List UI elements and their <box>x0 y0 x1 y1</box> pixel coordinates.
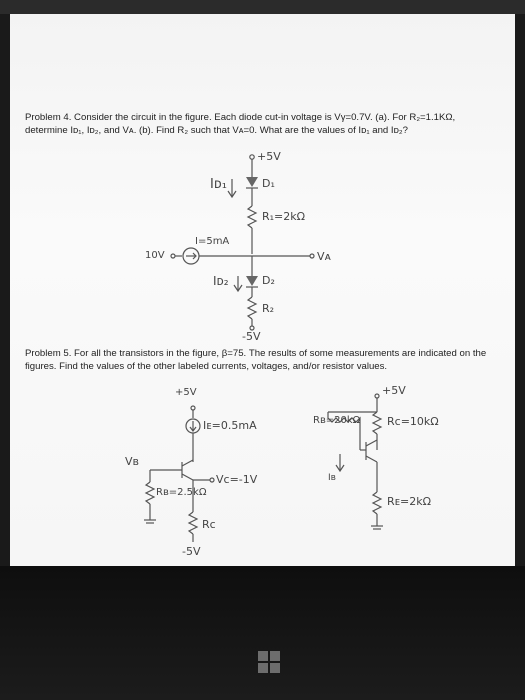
circuit-4-drawing <box>10 14 515 566</box>
supply-node-4 <box>250 155 254 159</box>
c4-supply-label: +5V <box>257 150 281 163</box>
c5a-rc-label: Rᴄ <box>202 518 216 531</box>
input-node <box>171 254 175 258</box>
resistor-r1-symbol <box>248 206 256 228</box>
va-node <box>310 254 314 258</box>
c4-r2-label: R₂ <box>262 302 275 315</box>
resistor-r2-symbol <box>248 297 256 319</box>
windows-logo-icon[interactable] <box>258 651 280 673</box>
c5a-supply-label: +5V <box>175 387 197 398</box>
c4-neg-label: -5V <box>242 330 261 343</box>
screen-bezel-top <box>0 0 525 14</box>
c5a-vb-label: Vʙ <box>125 455 139 468</box>
c5b-rb-label: Rʙ=20kΩ <box>313 415 361 426</box>
c4-d1-label: D₁ <box>262 177 275 190</box>
c4-va-label: Vᴀ <box>317 250 332 263</box>
c5a-rb-label: Rʙ=2.5kΩ <box>156 487 207 498</box>
c5a-ie-label: Iᴇ=0.5mA <box>203 419 257 432</box>
c5b-rc-label: Rᴄ=10kΩ <box>387 415 439 428</box>
c4-input-label: 10V <box>145 250 165 261</box>
document-page <box>10 14 515 566</box>
c4-current-label: I=5mA <box>195 236 230 247</box>
c5a-vc-label: Vᴄ=-1V <box>216 473 258 486</box>
problem-4-text: Problem 4. Consider the circuit in the figure. Each diode cut-in voltage is Vγ=0.7V. (a). For R₂=1.1KΩ, determine Iᴅ₁, Iᴅ₂, and Vᴀ. (b). Find R₂ such that Vᴀ=0. What are the values of Iᴅ₁ and Iᴅ₂? <box>25 112 456 136</box>
resistor-rc-5b <box>373 412 381 434</box>
diode-d1-symbol <box>246 177 258 187</box>
c5b-re-label: Rᴇ=2kΩ <box>387 495 432 508</box>
c4-r1-label: R₁=2kΩ <box>262 210 306 223</box>
c5a-neg-label: -5V <box>182 545 201 558</box>
c4-id1-label: Iᴅ₁ <box>210 177 227 192</box>
screen-bezel-bottom <box>0 566 525 700</box>
c4-id2-label: Iᴅ₂ <box>213 274 229 288</box>
c4-d2-label: D₂ <box>262 274 275 287</box>
c5b-ib-label: Iʙ <box>328 473 336 483</box>
c5b-supply-label: +5V <box>382 384 406 397</box>
diode-d2-symbol <box>246 276 258 286</box>
problem-5-text: Problem 5. For all the transistors in the figure, β=75. The results of some measurements are indicated on the figures. Find the values of the other labeled currents, voltages, and/or resistor values. <box>25 348 487 372</box>
resistor-re-5b <box>373 492 381 514</box>
resistor-rb-5a <box>146 482 154 504</box>
resistor-rc-5a <box>189 512 197 534</box>
